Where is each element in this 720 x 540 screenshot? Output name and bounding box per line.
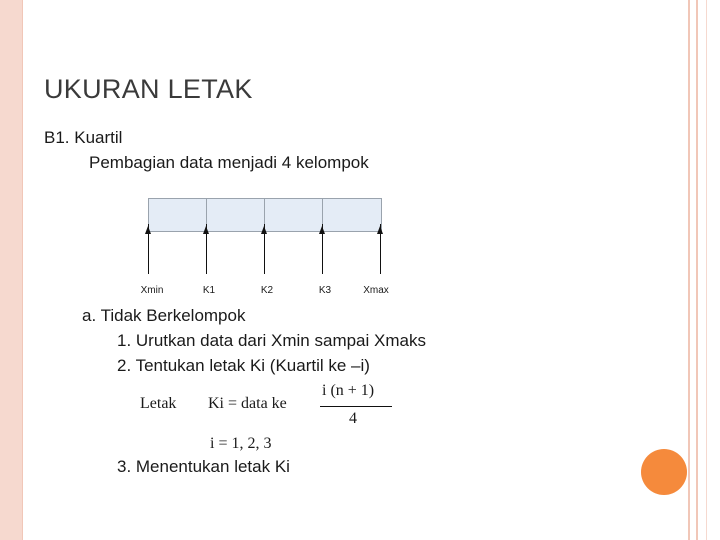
- fraction-bar: [320, 406, 392, 407]
- arrow-head: [203, 226, 209, 234]
- arrow-head: [319, 226, 325, 234]
- section-heading: B1. Kuartil: [44, 128, 123, 147]
- slide-title: UKURAN LETAK: [44, 74, 253, 104]
- label-k2: K2: [260, 285, 274, 296]
- step-2: 2. Tentukan letak Ki (Kuartil ke –i): [117, 356, 370, 375]
- label-k1: K1: [202, 285, 216, 296]
- left-border-line: [22, 0, 23, 540]
- quartile-formula: [140, 380, 400, 455]
- label-xmin: Xmin: [140, 285, 164, 296]
- arrow-head: [377, 226, 383, 234]
- right-rule: [696, 0, 698, 540]
- formula-letak: Letak: [140, 395, 177, 412]
- step-1: 1. Urutkan data dari Xmin sampai Xmaks: [117, 331, 426, 350]
- arrow-head: [261, 226, 267, 234]
- label-k3: K3: [318, 285, 332, 296]
- section-description: Pembagian data menjadi 4 kelompok: [89, 153, 369, 172]
- step-3: 3. Menentukan letak Ki: [117, 457, 290, 476]
- label-xmax: Xmax: [363, 285, 389, 296]
- formula-numerator: i (n + 1): [322, 382, 375, 399]
- part-a-heading: a. Tidak Berkelompok: [82, 306, 246, 325]
- formula-denominator: 4: [349, 410, 357, 427]
- right-rule: [706, 0, 707, 540]
- formula-index: i = 1, 2, 3: [210, 435, 272, 452]
- left-border-band: [0, 0, 22, 540]
- arrow-head: [145, 226, 151, 234]
- right-rule: [688, 0, 690, 540]
- quartile-diagram: [128, 190, 418, 305]
- formula-ki: Ki = data ke: [208, 395, 287, 412]
- orange-circle-decoration: [641, 449, 687, 495]
